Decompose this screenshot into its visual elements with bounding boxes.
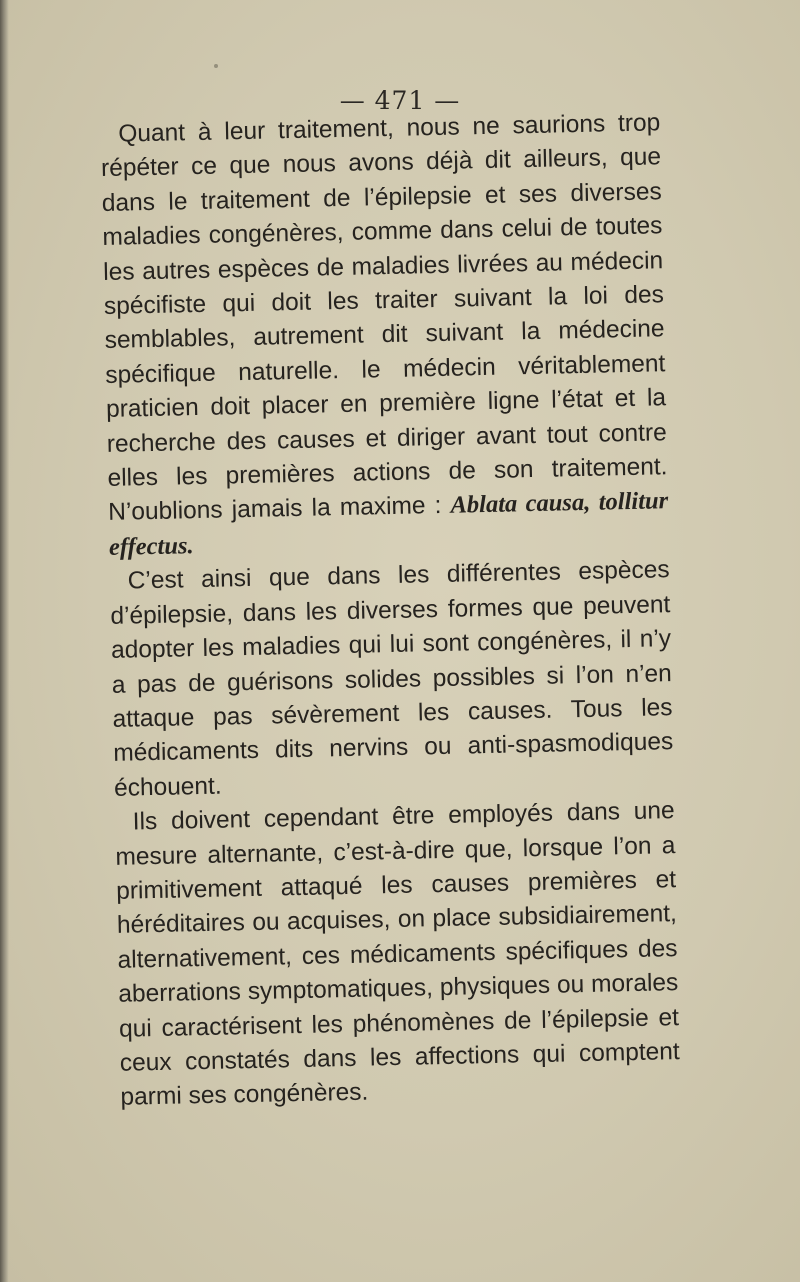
paragraph-3: Ils doivent cependant être employés dans une mesure alternante, c’est-à-dire que, lorsque l’on a primitivement attaqué les causes premières et héréditaires ou acquises, on place subsidiairement, alternativement, ces médicaments spécifiques des aberrations symptomatiques, physiques ou morales qui caractérisent les phénomènes de l’épilepsie et ceux constatés dans les affections qui comptent parmi ses congénères. <box>115 797 680 1112</box>
binding-edge <box>0 0 9 1282</box>
page-number: — 471 — <box>339 86 461 115</box>
latin-maxim: Ablata causa, tollitur effectus. <box>108 487 669 561</box>
paragraph-1-text: Quant à leur traitement, nous ne saurions trop répéter ce que nous avons déjà dit ailleurs, que dans le traitement de l’épilepsie et ses diverses maladies congénères, comme dans celui de toutes les autres espèces de maladies livrées au médecin spécifiste qui doit les traiter suivant la loi des semblables, autrement dit suivant la médecine spécifique naturelle. le médecin véritablement praticien doit placer en première ligne l’état et la recherche des causes et diriger avant tout contre elles les premières actions de son traitement. N’oublions jamais la maxime : <box>100 109 668 527</box>
paper-speck <box>214 64 218 68</box>
body-text <box>100 106 681 1115</box>
paragraph-2: C’est ainsi que dans les différentes espèces d’épilepsie, dans les diverses formes que peuvent adopter les maladies qui lui sont congénères, il n’y a pas de guérisons solides possibles si l’on n’en attaque pas sévèrement les causes. Tous les médicaments dits nervins ou anti-spasmodiques échouent. <box>110 556 674 802</box>
paragraph-1 <box>100 106 669 565</box>
